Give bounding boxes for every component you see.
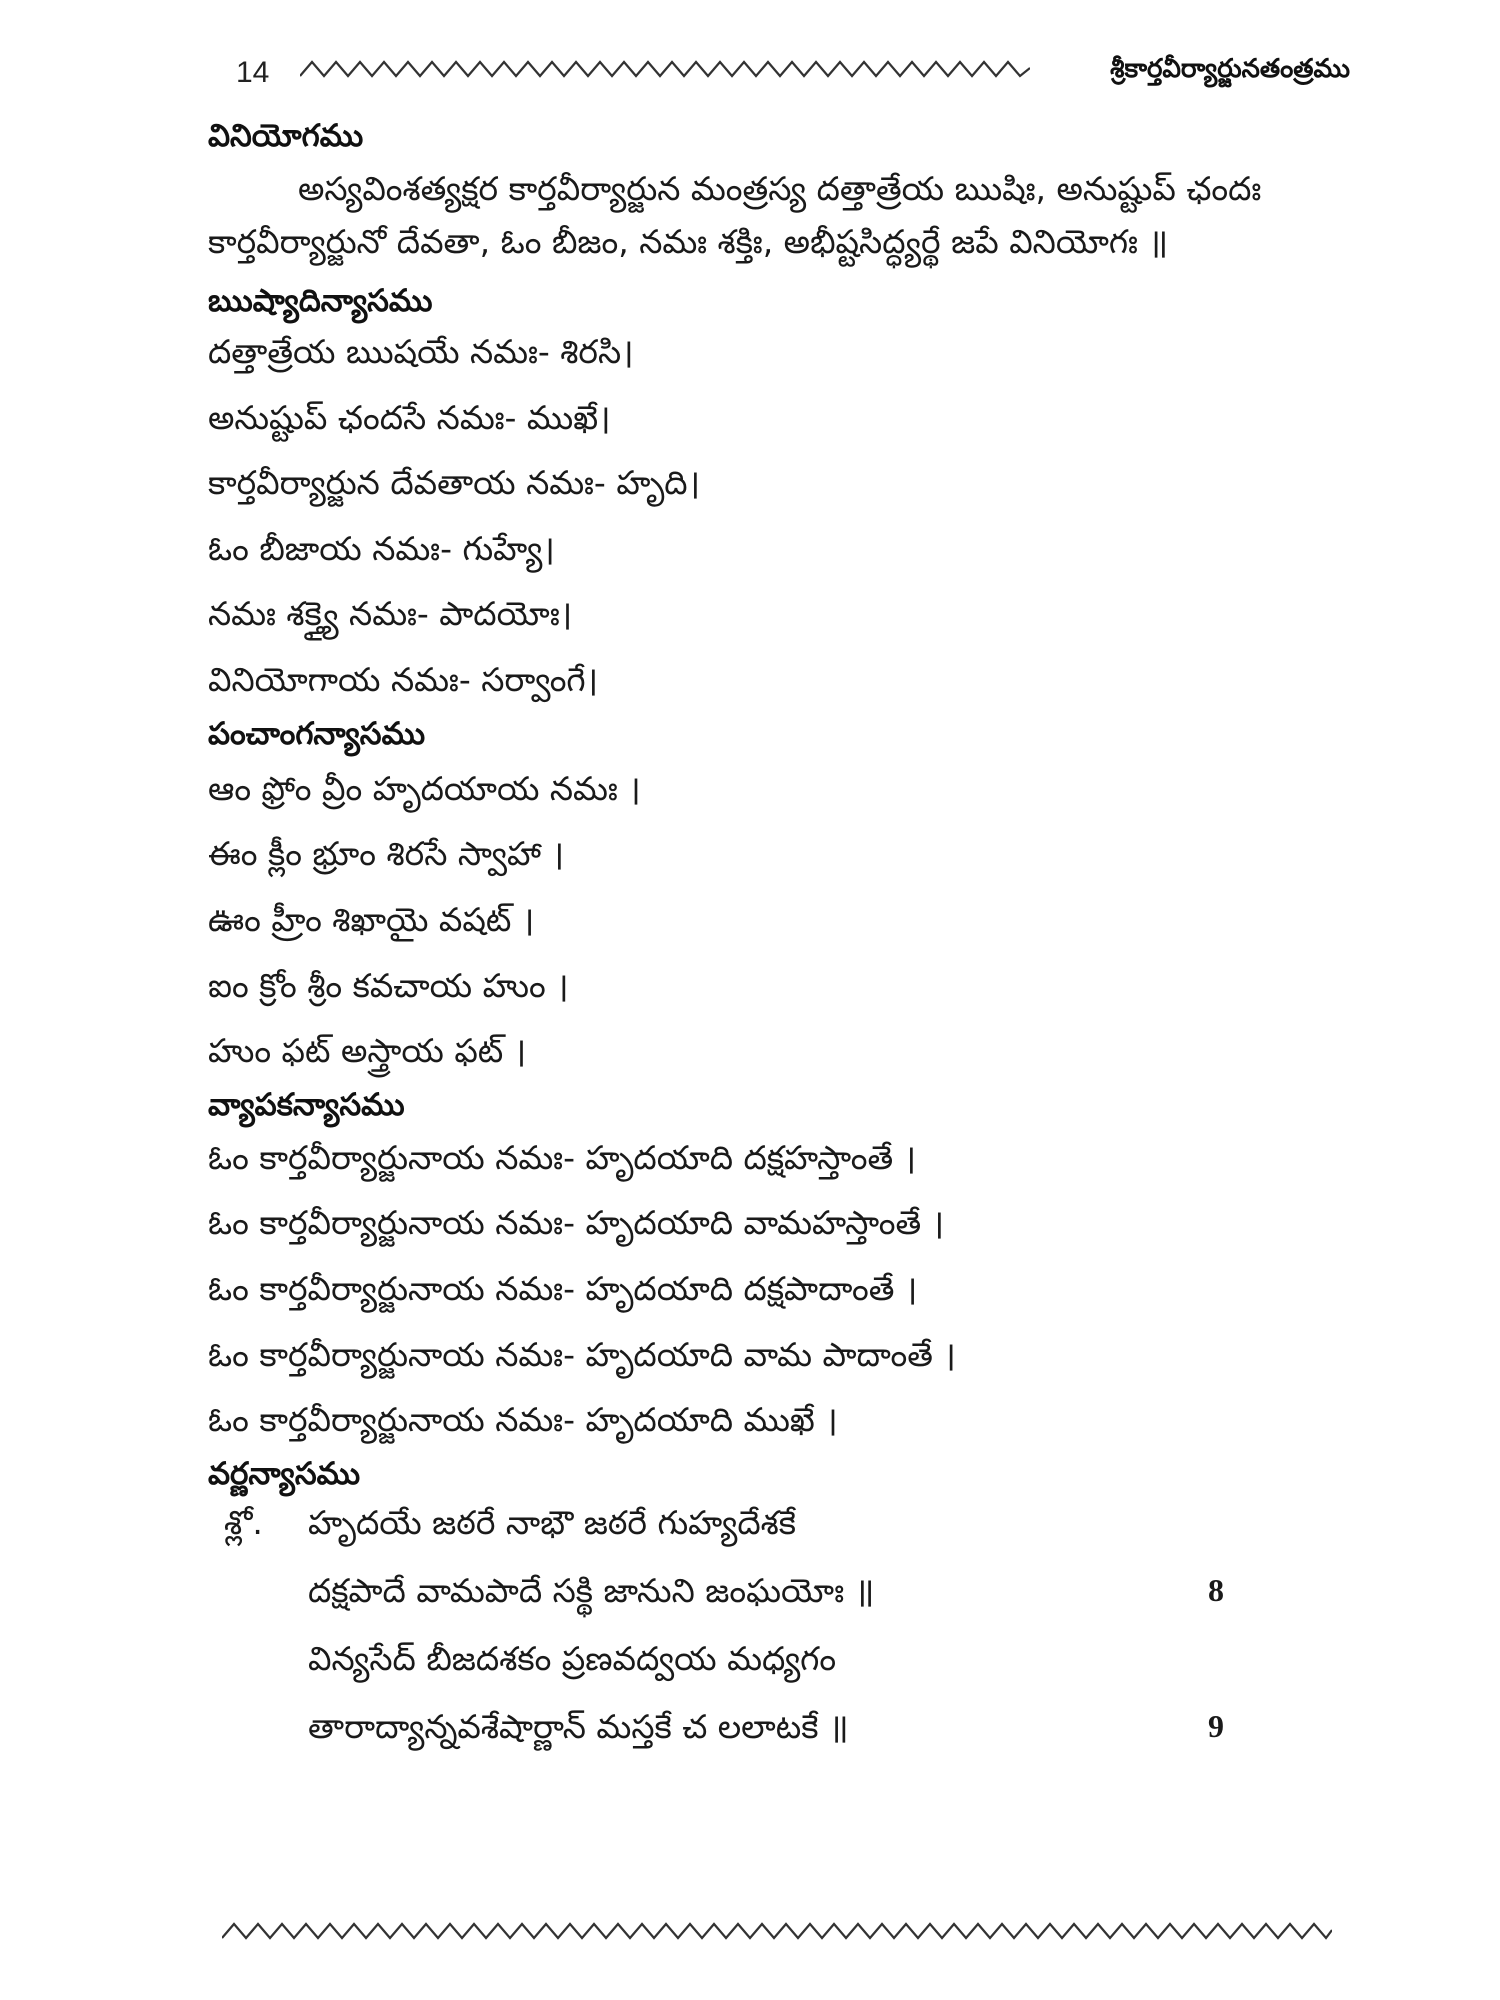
section-heading: వ్యాపకన్యాసము (208, 1086, 405, 1123)
section-heading: వర్ణన్యాసము (208, 1455, 361, 1492)
mantra-line: ఓం కార్తవీర్యార్జునాయ నమః- హృదయాది వామహస్తాంతే । (208, 1203, 945, 1243)
section-heading: పంచాంగన్యాసము (208, 715, 426, 752)
zigzag-ornament-bottom (222, 1920, 1332, 1944)
verse-line (208, 1707, 1348, 1775)
verse-number: 9 (1208, 1708, 1224, 1745)
zigzag-ornament-top (300, 58, 1030, 82)
paragraph-line: కార్తవీర్యార్జునో దేవతా, ఓం బీజం, నమః శక్తిః, అభీష్టసిద్ధ్యర్థే జపే వినియోగః ॥ (208, 221, 1169, 261)
mantra-line: కార్తవీర్యార్జున దేవతాయ నమః- హృది। (208, 463, 701, 503)
section-heading: వినియోగము (208, 118, 364, 154)
mantra-line: వినియోగాయ నమః- సర్వాంగే। (208, 659, 599, 699)
mantra-line: ఓం కార్తవీర్యార్జునాయ నమః- హృదయాది దక్షపాదాంతే । (208, 1269, 918, 1309)
verse-text: తారాద్యాన్నవశేషార్ణాన్ మస్తకే చ లలాటకే ॥ (308, 1707, 849, 1747)
section-heading: ఋష్యాదిన్యాసము (208, 282, 433, 319)
verse-text: విన్యసేద్ బీజదశకం ప్రణవద్వయ మధ్యగం (308, 1639, 837, 1679)
mantra-line: ఓం కార్తవీర్యార్జునాయ నమః- హృదయాది వామ పాదాంతే । (208, 1334, 956, 1374)
mantra-line: అనుష్టుప్ ఛందసే నమః- ముఖే। (208, 397, 611, 437)
mantra-line: ఊం హ్రీం శిఖాయై వషట్ । (208, 899, 535, 939)
page-number: 14 (236, 56, 270, 89)
mantra-line: ఓం బీజాయ నమః- గుహ్యే। (208, 528, 555, 568)
mantra-line: ఆం ఫ్రోం వ్రీం హృదయాయ నమః । (208, 768, 641, 808)
verse-line (208, 1571, 1348, 1639)
section-vyapaka (208, 1087, 1348, 1440)
mantra-line: ఓం కార్తవీర్యార్జునాయ నమః- హృదయాది దక్షహస్తాంతే । (208, 1137, 917, 1177)
book-title: శ్రీకార్తవీర్యార్జునతంత్రము (1110, 54, 1350, 84)
page-body (208, 118, 1348, 1775)
mantra-line: ఓం కార్తవీర్యార్జునాయ నమః- హృదయాది ముఖే । (208, 1400, 838, 1440)
verse-text: హృదయే జఠరే నాభౌ జఠరే గుహ్యదేశకే (308, 1503, 797, 1543)
verse-line (208, 1639, 1348, 1707)
mantra-line: హుం ఫట్ అస్త్రాయ ఫట్ । (208, 1031, 527, 1071)
section-viniyoga (208, 118, 1348, 269)
section-panchanga (208, 716, 1348, 1071)
mantra-line: నమః శక్త్యై నమః- పాదయోః। (208, 594, 573, 634)
mantra-line: దత్తాత్రేయ ఋషయే నమః- శిరసి। (208, 331, 634, 371)
mantra-line: ఐం క్రోం శ్రీం కవచాయ హుం । (208, 965, 569, 1005)
verse-number: 8 (1208, 1572, 1224, 1609)
paragraph-line: అస్యవింశత్యక్షర కార్తవీర్యార్జున మంత్రస్య దత్తాత్రేయ ఋషిః, అనుష్టుప్ ఛందః (298, 169, 1262, 209)
section-varna (208, 1456, 1348, 1775)
verse-line (208, 1503, 1348, 1571)
verse-text: దక్షపాదే వామపాదే సక్థి జానుని జంఘయోః ॥ (308, 1571, 875, 1611)
page-header (230, 50, 1350, 100)
verse-marker: శ్లో. (224, 1503, 263, 1543)
mantra-line: ఈం క్లీం భ్రూం శిరసే స్వాహా । (208, 834, 565, 874)
section-rishyadi (208, 283, 1348, 700)
